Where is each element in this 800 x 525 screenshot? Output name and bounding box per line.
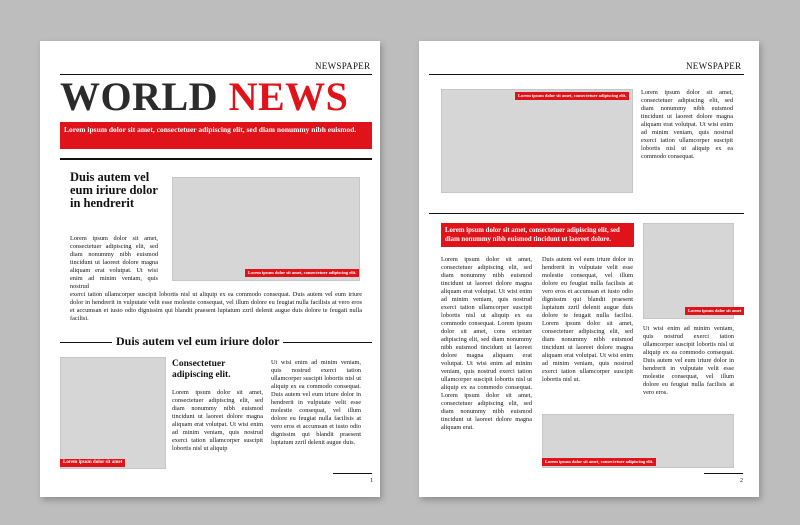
divider — [333, 473, 372, 474]
masthead-world: WORLD — [60, 74, 219, 119]
headline-1: Duis autem vel eum iriure dolor in hendrerit — [70, 170, 158, 210]
newspaper-label: NEWSPAPER — [686, 61, 742, 71]
image-placeholder — [441, 89, 633, 193]
image-caption: Lorem ipsum dolor sit amet, consectetuer adipiscing elit. — [515, 92, 629, 100]
newspaper-label: NEWSPAPER — [315, 61, 371, 71]
article-1-column: Lorem ipsum dolor sit amet, consectetuer adipiscing elit, sed diam nonummy nibh euismod tincidunt ut laoreet dolore magna aliquam erat volutpat. Ut wisi enim ad minim veniam, quis nostrud — [70, 235, 158, 290]
newspaper-page-2 — [419, 41, 759, 497]
lead-banner: Lorem ipsum dolor sit amet, consectetuer adipiscing elit, sed diam nonummy nibh euismod tincidunt ut laoreet dolore. — [441, 223, 634, 247]
divider — [704, 473, 743, 474]
article-2-column-2: Ut wisi enim ad minim veniam, quis nostrud exerci tation ullamcorper suscipit lobortis nisl ut aliquip ex ea commodo consequat. Duis autem vel eum iriure dolor in hendrerit in vulputate velit esse molestie consequat, vel illum dolore eu feugiat nulla facilisis at vero eros et accumsan et iusto odio dignissim qui blandit praesent luptatum zzril delenit augue duis. — [271, 359, 361, 446]
article-2-column-1: Lorem ipsum dolor sit amet, consectetuer adipiscing elit, sed diam nonummy nibh euismod tincidunt ut laoreet dolore magna aliquam erat volutpat. Ut wisi enim ad minim veniam, quis nostrud exerci tation ullamcorper suscipit lobortis nisl ut aliquip — [172, 389, 263, 452]
divider — [429, 213, 744, 214]
page-number: 1 — [370, 478, 373, 484]
image-caption: Lorem ipsum dolor sit amet, consectetuer adipiscing elit. — [245, 269, 359, 277]
masthead-news: NEWS — [228, 74, 349, 119]
article-column-1: Lorem ipsum dolor sit amet, consectetuer adipiscing elit, sed diam nonummy nibh euismod tincidunt ut laoreet dolore magna aliquam erat volutpat. Ut wisi enim ad minim veniam, quis nostrud exerci tation ullamcorper suscipit lobortis nisl ut aliquip ex ea commodo consequat. Lorem ipsum dolor sit amet, cons ectetuer adipiscing elit, sed diam nonummy nibh euismod tincidunt ut laoreet dolore magna aliquam erat volutpat. Ut wisi enim ad minim veniam, quis nostrud exerci tation ullamcorper suscipit lobortis nisl ut aliquip ex ea commodo consequat. Lorem ipsum dolor sit amet, consectetuer adipiscing elit, sed diam nonummy nibh euismod tincidunt ut laoreet dolore magna aliquam erat. — [441, 256, 532, 431]
article-column-2: Duis autem vel eum iriure dolor in hendrerit in vulputate velit esse molestie consequat, vel illum dolore eu feugiat nulla facilisis at vero eros et accumsan et iusto odio dignissim qui blandit praesent luptatum zzril delenit augue duis dolore te feugait nulla facilisi. Lorem ipsum dolor sit amet, consectetuer adipiscing elit, sed diam nonummy nibh euismod tincidunt ut laoreet dolore magna aliquam erat volutpat. Ut wisi enim ad minim veniam, quis nostrud exerci tation ullamcorper suscipit lobortis nisl ut. — [542, 256, 633, 383]
image-placeholder — [643, 223, 734, 319]
image-placeholder — [172, 177, 360, 281]
image-caption: Lorem ipsum dolor sit amet — [685, 307, 744, 315]
divider — [60, 158, 372, 160]
image-caption: Lorem ipsum dolor sit amet, consectetuer adipiscing elit. — [542, 458, 656, 466]
newspaper-page-1 — [40, 41, 380, 497]
divider — [429, 74, 744, 75]
image-placeholder — [60, 357, 166, 469]
image-caption: Lorem ipsum dolor sit amet — [60, 459, 125, 467]
article-column-3: Ut wisi enim ad minim veniam, quis nostrud exerci tation ullamcorper suscipit lobortis nisl ut aliquip ex ea commodo consequat. Duis autem vel eum iriure dolor in hendrerit in vulputate velit esse molestie consequat, vel illum dolore eu feugiat nulla facilisis at vero eros. — [643, 325, 734, 396]
section-title: Duis autem vel eum iriure dolor — [112, 334, 283, 349]
headline-2: Consectetuer adipiscing elit. — [172, 359, 231, 380]
top-article: Lorem ipsum dolor sit amet, consectetuer adipiscing elit, sed diam nonummy nibh euismod tincidunt ut laoreet dolore magna aliquam erat volutpat. Ut wisi enim ad minim veniam, quis nostrud exerci tation ullamcorper suscipit lobortis nisl ut aliquip ex ea commodo consequat. — [641, 89, 733, 160]
lead-banner: Lorem ipsum dolor sit amet, consectetuer adipiscing elit, sed diam nonummy nibh euismod. — [60, 122, 372, 149]
article-1-body: exerci tation ullamcorper suscipit lobortis nisl ut aliquip ex ea commodo consequat. Duis autem vel eum iriure dolor in hendrerit in vulputate velit esse molestie consequat, vel illum dolore eu feugiat nulla facilisis at vero eros et accumsan et iusto odio dignissim qui blandit praesent luptatum zzril delenit augue duis dolore te feugait nulla facilisi. — [70, 291, 362, 322]
masthead-title — [60, 74, 349, 119]
page-number: 2 — [740, 478, 743, 484]
